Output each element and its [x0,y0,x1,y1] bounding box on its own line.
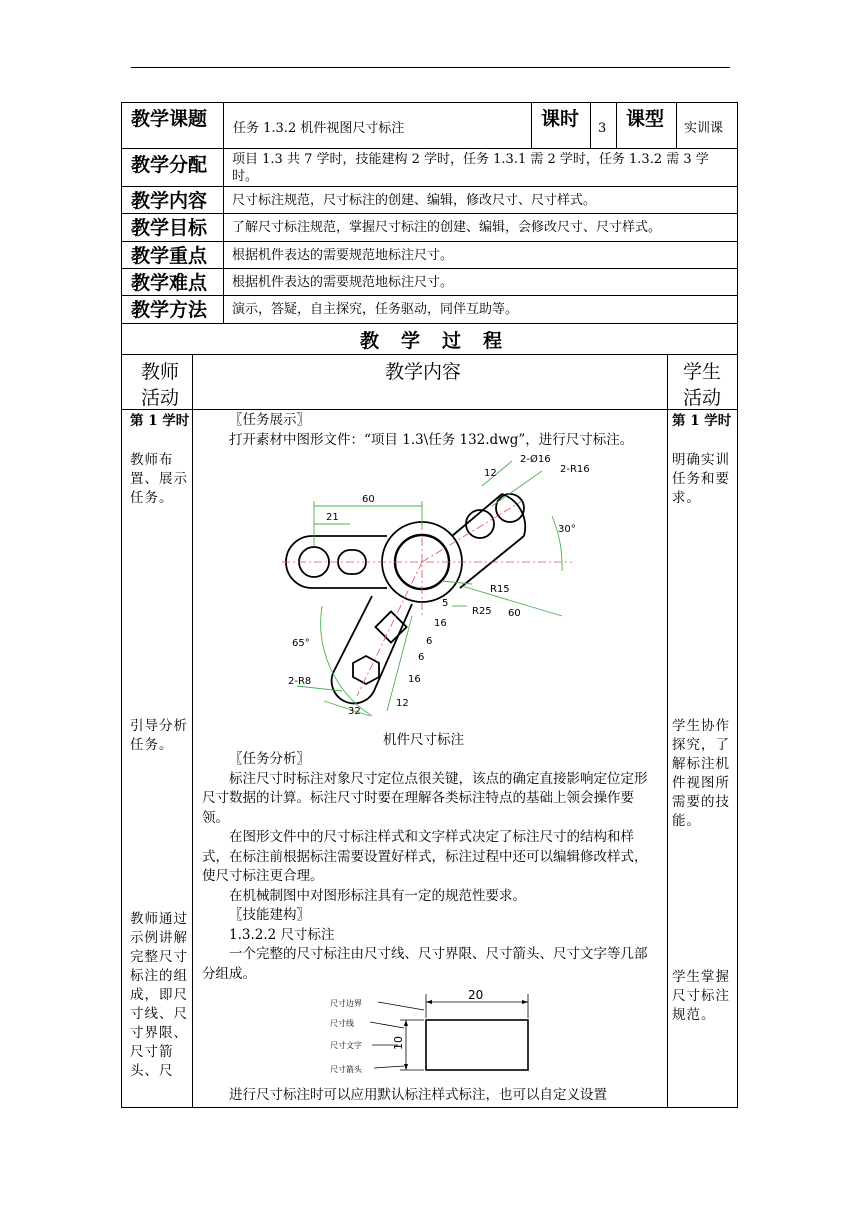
fig-height: 10 [392,1036,405,1050]
fig-width: 20 [468,988,484,1002]
method-label: 教学方法 [131,299,208,321]
task-show-heading: 〖任务展示〗 [229,412,310,428]
goal-value: 了解尺寸标注规范，掌握尺寸标注的创建、编辑，会修改尺寸、尺寸样式。 [232,220,662,235]
dim-16-b: 16 [434,618,447,629]
content-value: 尺寸标注规范，尺寸标注的创建、编辑，修改尺寸、尺寸样式。 [232,193,597,208]
teacher-hour: 第 1 学时 [130,413,190,429]
hours-label: 课时 [541,108,580,130]
dim-12: 12 [484,468,497,479]
key-label: 教学重点 [131,245,208,267]
dim-16-a: 16 [408,674,421,685]
figure-caption: 机件尺寸标注 [383,732,464,748]
content-label: 教学内容 [131,190,208,212]
fig-label-arrow: 尺寸箭头 [330,1065,362,1074]
dim-65deg: 65° [292,638,310,649]
analysis-p1: 标注尺寸时标注对象尺寸定位点很关键，该点的确定直接影响定位定形尺寸数据的计算。标注尺寸时要在理解各类标注特点的基础上领会操作要领。 [202,770,648,826]
dim-32: 32 [348,706,361,717]
student-hour: 第 1 学时 [672,413,732,429]
fig-label-boundary: 尺寸边界 [330,999,362,1008]
col-student: 学生活动 [682,361,721,409]
dim-21: 21 [326,512,339,523]
dimension-figure [318,988,540,1080]
student-activity-1: 明确实训任务和要求。 [672,452,730,506]
dim-2-r16: 2-R16 [560,464,590,475]
fig-label-text: 尺寸文字 [330,1041,362,1050]
last-line [202,1086,660,1106]
teacher-activity-3: 教师通过示例讲解完整尺寸标注的组成，即尺寸线、尺寸界限、尺寸箭头、尺 [130,911,188,1079]
topic-label: 教学课题 [131,108,208,130]
task-show [202,411,660,450]
dim-2-r8: 2-R8 [288,676,312,687]
skill-subtitle: 1.3.2.2 尺寸标注 [229,926,335,943]
last-line-text: 进行尺寸标注时可以应用默认标注样式标注，也可以自定义设置 [229,1087,607,1103]
skill-heading: 〖技能建构〗 [229,907,310,923]
dim-r25: R25 [472,606,492,617]
dim-2-dia16: 2-Ø16 [520,454,551,465]
diff-value: 根据机件表达的需要规范地标注尺寸。 [232,275,454,290]
analysis-heading: 〖任务分析〗 [229,751,310,767]
dim-r15: R15 [490,584,510,595]
diff-label: 教学难点 [131,272,208,294]
key-value: 根据机件表达的需要规范地标注尺寸。 [232,248,454,263]
alloc-value: 项目 1.3 共 7 学时，技能建构 2 学时，任务 1.3.1 需 2 学时，任务 1.3.2 需 3 学时。 [232,152,709,184]
skill-p1: 一个完整的尺寸标注由尺寸线、尺寸界限、尺寸箭头、尺寸文字等几部分组成。 [202,946,648,982]
method-value: 演示，答疑，自主探究，任务驱动，同伴互助等。 [232,302,519,317]
dim-30deg: 30° [558,524,576,535]
task-show-text: 打开素材中图形文件：“项目 1.3\任务 132.dwg”，进行尺寸标注。 [229,431,634,448]
teacher-activity-2: 引导分析任务。 [130,718,188,753]
dim-6-a: 6 [418,652,425,663]
header-rule [131,67,730,68]
analysis-p3: 在机械制图中对图形标注具有一定的规范性要求。 [229,887,526,904]
col-content: 教学内容 [385,361,462,383]
student-activity-3: 学生掌握尺寸标注规范。 [672,969,730,1023]
dim-12-bottom: 12 [396,698,409,709]
fig-label-line: 尺寸线 [330,1019,354,1028]
student-activity-2: 学生协作探究，了解标注机件视图所需要的技能。 [672,718,730,829]
topic-value: 任务 1.3.2 机件视图尺寸标注 [233,121,405,136]
teacher-activity-1: 教师布置、展示任务。 [130,452,188,506]
dim-6-b: 6 [426,636,433,647]
task-analysis [202,750,660,984]
hours-value: 3 [598,121,607,136]
part-drawing [262,446,592,736]
goal-label: 教学目标 [131,217,208,239]
dim-60-top: 60 [362,494,375,505]
col-teacher: 教师活动 [140,361,179,409]
process-title: 教学过程 [360,330,525,352]
alloc-label: 教学分配 [131,154,208,176]
analysis-p2: 在图形文件中的尺寸标注样式和文字样式决定了标注尺寸的结构和样式，在标注前根据标注需要设置好样式，标注过程中还可以编辑修改样式，使尺寸标注更合理。 [202,829,648,884]
dim-60-right: 60 [508,608,521,619]
dim-5: 5 [442,598,449,609]
type-label: 课型 [626,108,665,130]
type-value: 实训课 [684,121,724,136]
